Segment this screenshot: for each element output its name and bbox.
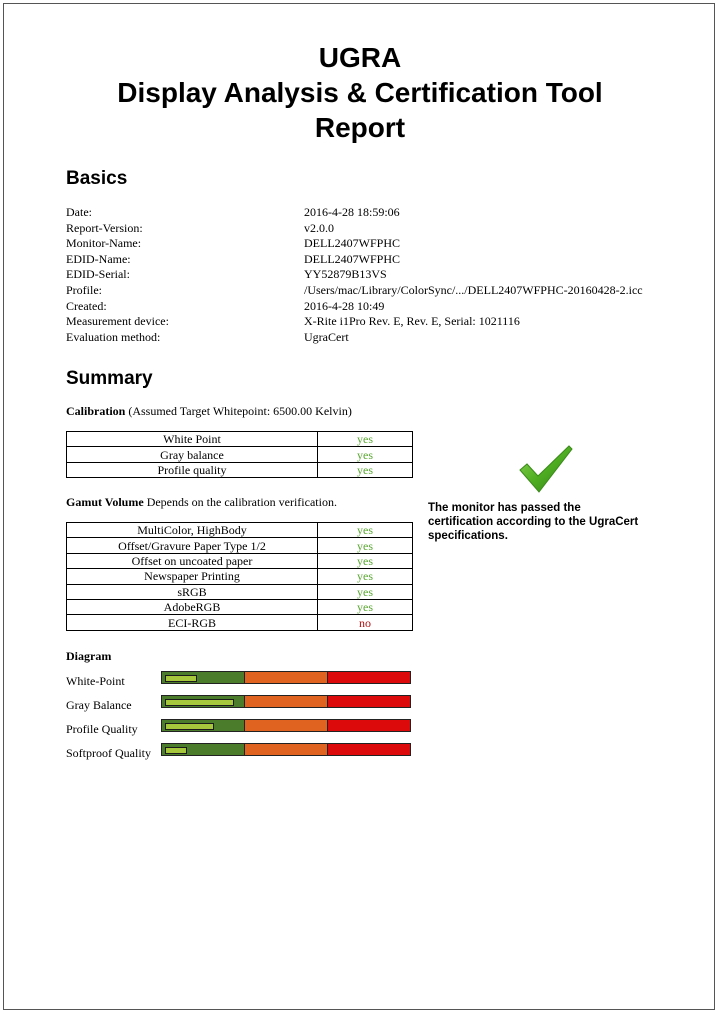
- quality-level-indicator: [165, 699, 234, 706]
- basics-row: [66, 330, 686, 346]
- basics-heading: Basics: [66, 168, 128, 189]
- table-row: [67, 447, 413, 462]
- criterion-label: ECI-RGB: [67, 615, 318, 630]
- criterion-label: MultiColor, HighBody: [67, 523, 318, 538]
- criterion-status: yes: [318, 599, 413, 614]
- basics-row: [66, 205, 686, 221]
- basics-row: [66, 267, 686, 283]
- criterion-status: yes: [318, 432, 413, 447]
- basics-value: UgraCert: [304, 329, 349, 344]
- table-row: [67, 523, 413, 538]
- report-title: [4, 40, 716, 145]
- basics-row: [66, 283, 686, 299]
- basics-key: Measurement device:: [66, 314, 169, 329]
- quality-bar-zone: [327, 744, 410, 755]
- calibration-caption: [66, 404, 352, 419]
- criterion-status: yes: [318, 553, 413, 568]
- quality-bar: [161, 719, 411, 732]
- criterion-status: yes: [318, 447, 413, 462]
- summary-heading: Summary: [66, 368, 153, 389]
- criterion-label: White Point: [67, 432, 318, 447]
- criterion-label: sRGB: [67, 584, 318, 599]
- basics-value: /Users/mac/Library/ColorSync/.../DELL2407WFPHC-20160428-2.icc: [304, 282, 643, 297]
- criterion-label: Offset on uncoated paper: [67, 553, 318, 568]
- diagram-row-label: Softproof Quality: [66, 746, 151, 760]
- quality-bar-zone: [244, 696, 327, 707]
- diagram-row-label: White-Point: [66, 674, 125, 688]
- quality-bar-zone: [327, 696, 410, 707]
- diagram-row-label: Gray Balance: [66, 698, 132, 712]
- criterion-status: no: [318, 615, 413, 630]
- basics-key: Report-Version:: [66, 220, 143, 235]
- table-row: [67, 569, 413, 584]
- criterion-status: yes: [318, 584, 413, 599]
- basics-value: X-Rite i1Pro Rev. E, Rev. E, Serial: 1021116: [304, 314, 520, 329]
- report-page: [3, 3, 715, 1010]
- diagram-row: [66, 743, 426, 763]
- table-row: [67, 599, 413, 614]
- diagram-row-label: Profile Quality: [66, 722, 138, 736]
- basics-key: Date:: [66, 205, 92, 219]
- basics-row: [66, 314, 686, 330]
- checkmark-icon: [518, 444, 574, 494]
- calibration-note: (Assumed Target Whitepoint: 6500.00 Kelvin): [128, 404, 352, 418]
- title-line-3: Report: [314, 112, 406, 143]
- gamut-label: Gamut Volume: [66, 495, 144, 509]
- title-line-1: UGRA: [318, 42, 402, 73]
- criterion-label: Newspaper Printing: [67, 569, 318, 584]
- basics-row: [66, 299, 686, 315]
- quality-level-indicator: [165, 723, 214, 730]
- gamut-note: Depends on the calibration verification.: [146, 495, 337, 509]
- table-row: [67, 432, 413, 447]
- table-row: [67, 615, 413, 630]
- certification-result-message: The monitor has passed the certification according to the UgraCert specifications.: [428, 502, 639, 542]
- basics-key: Profile:: [66, 282, 102, 297]
- quality-bar: [161, 695, 411, 708]
- quality-bar-zone: [244, 672, 327, 683]
- criterion-status: yes: [318, 569, 413, 584]
- criterion-label: AdobeRGB: [67, 599, 318, 614]
- basics-value: 2016-4-28 18:59:06: [304, 205, 400, 219]
- quality-bar-zone: [244, 720, 327, 731]
- basics-value: YY52879B13VS: [304, 267, 387, 282]
- title-line-2: Display Analysis & Certification Tool: [117, 77, 603, 108]
- table-row: [67, 553, 413, 568]
- criterion-label: Profile quality: [67, 462, 318, 477]
- calibration-label: Calibration: [66, 404, 126, 418]
- criterion-status: yes: [318, 462, 413, 477]
- basics-key: EDID-Name:: [66, 251, 131, 266]
- calibration-table: [66, 431, 413, 478]
- quality-bar-zone: [327, 672, 410, 683]
- basics-row: [66, 221, 686, 237]
- criterion-status: yes: [318, 538, 413, 553]
- table-row: [67, 584, 413, 599]
- criterion-label: Gray balance: [67, 447, 318, 462]
- basics-value: v2.0.0: [304, 220, 334, 235]
- basics-key: EDID-Serial:: [66, 267, 130, 282]
- table-row: [67, 538, 413, 553]
- table-row: [67, 462, 413, 477]
- diagram-row: [66, 671, 426, 691]
- basics-row: [66, 252, 686, 268]
- diagram-row: [66, 695, 426, 715]
- quality-bar-zone: [244, 744, 327, 755]
- basics-key: Monitor-Name:: [66, 236, 142, 251]
- quality-level-indicator: [165, 747, 187, 754]
- basics-row: [66, 236, 686, 252]
- diagram-heading: Diagram: [66, 649, 112, 663]
- gamut-table: [66, 522, 413, 631]
- basics-key: Created:: [66, 298, 107, 313]
- quality-bar: [161, 743, 411, 756]
- quality-bar: [161, 671, 411, 684]
- criterion-status: yes: [318, 523, 413, 538]
- diagram-row: [66, 719, 426, 739]
- basics-value: DELL2407WFPHC: [304, 251, 400, 266]
- basics-table: [66, 205, 686, 345]
- quality-bar-zone: [327, 720, 410, 731]
- criterion-label: Offset/Gravure Paper Type 1/2: [67, 538, 318, 553]
- basics-value: DELL2407WFPHC: [304, 236, 400, 251]
- basics-value: 2016-4-28 10:49: [304, 298, 385, 313]
- quality-level-indicator: [165, 675, 197, 682]
- gamut-caption: [66, 495, 337, 510]
- basics-key: Evaluation method:: [66, 329, 161, 344]
